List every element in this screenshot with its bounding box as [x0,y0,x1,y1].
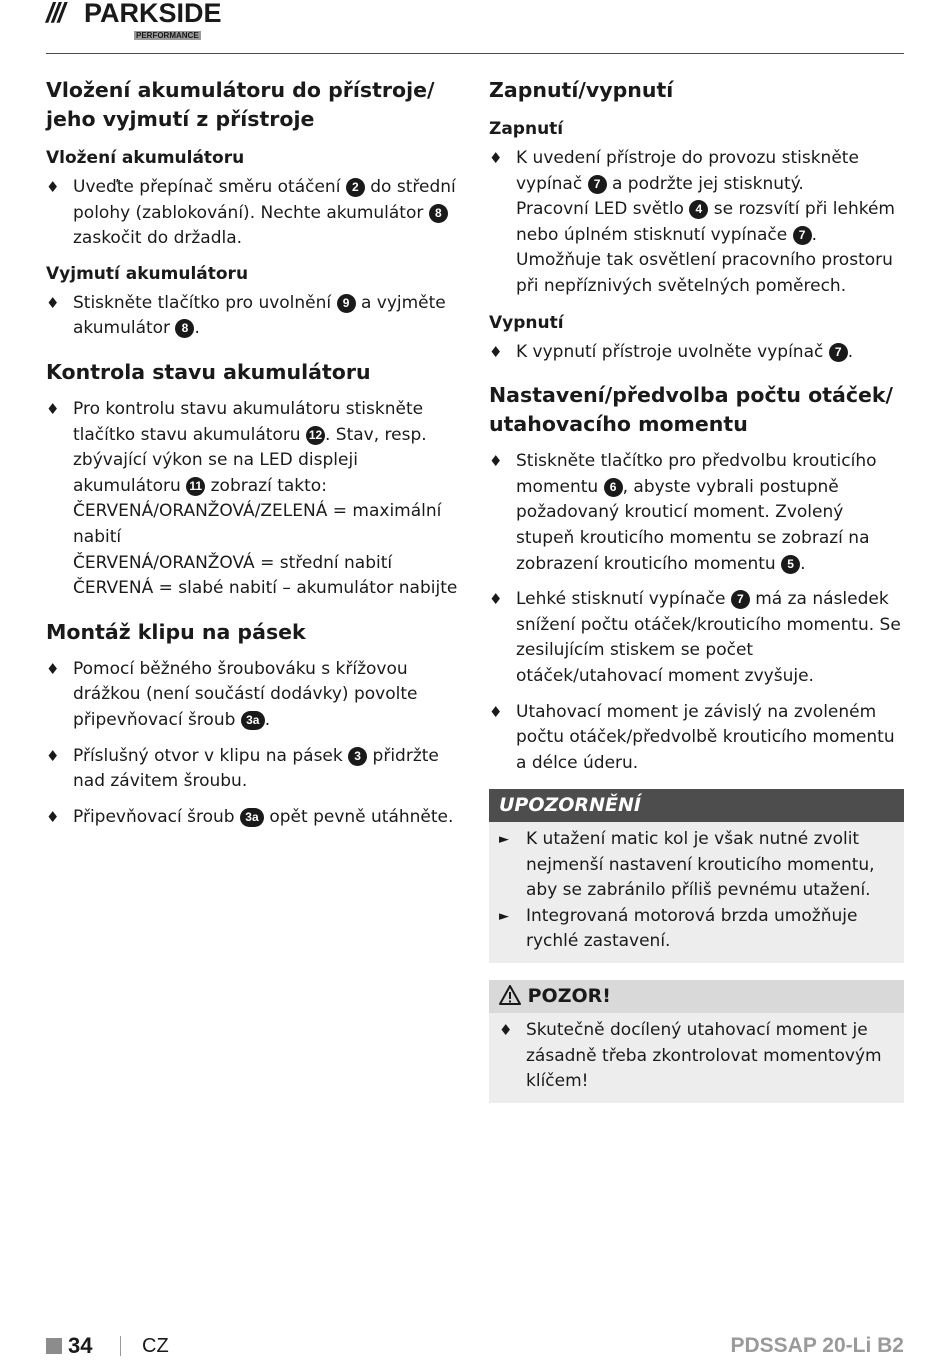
diamond-bullet-icon: ♦ [46,807,60,826]
led-info-line: Umožňuje tak osvětlení pracovního prostoru při nepříznivých světelných poměrech. [516,250,893,296]
warning-triangle-icon [499,985,521,1005]
section-title-battery-insert: Vložení akumulátoru do přístroje/ jeho vyjmutí z přístroje [46,78,435,131]
diamond-bullet-icon: ♦ [489,149,503,167]
right-column [489,76,904,776]
page-marker-square [46,1338,62,1354]
warning-box [489,789,904,963]
diamond-bullet-icon: ♦ [46,293,60,312]
ref-number-badge: 7 [793,226,812,245]
list-item: ► K utažení matic kol je však nutné zvolit nejmenší nastavení krouticího momentu, aby se zabránilo příliš pevnému utažení. [499,829,875,901]
status-line-full: ČERVENÁ/ORANŽOVÁ/ZELENÁ = maximální nabití [73,501,442,547]
left-column [46,76,464,830]
subsection-insert-battery: Vložení akumulátoru [46,148,245,168]
ref-number-badge: 4 [689,200,708,219]
diamond-bullet-icon: ♦ [46,399,60,418]
list-item: ♦ Příslušný otvor v klipu na pásek 3 přidržte nad závitem šroubu. [46,745,439,792]
diamond-bullet-icon: ♦ [499,1021,513,1039]
list-item: ♦ Pomocí běžného šroubováku s křížovou drážkou (není součástí dodávky) povolte připevňovací šroub 3a . [46,658,418,730]
footer-separator [120,1336,121,1356]
diamond-bullet-icon: ♦ [46,178,60,196]
subsection-remove-battery: Vyjmutí akumulátoru [46,263,249,284]
caution-box [489,980,904,1103]
ref-number-badge: 11 [186,477,205,496]
section-title-belt-clip: Montáž klipu na pásek [46,619,306,644]
diamond-bullet-icon: ♦ [46,659,60,678]
page-number: 34 [68,1333,93,1358]
subsection-switch-on: Zapnutí [489,119,564,139]
model-name: PDSSAP 20-Li B2 [730,1334,904,1357]
ref-number-badge: 6 [604,478,623,497]
triangle-bullet-icon: ► [499,832,509,847]
section-title-speed-torque: Nastavení/předvolba počtu otáček/ utahovacího momentu [489,383,894,437]
logo-subline: PERFORMANCE [136,31,199,40]
list-item: ♦ Skutečně docílený utahovací moment je zásadně třeba zkontrolovat momentovým klíčem! [499,1020,882,1092]
list-item: ♦ Lehké stisknutí vypínače 7 má za následek snížení počtu otáček/krouticího momentu. Se zesilujícím stiskem se počet otáček/utahovací moment zvyšuje. [489,589,901,686]
subsection-switch-off: Vypnutí [489,312,564,333]
diamond-bullet-icon: ♦ [489,702,503,721]
diamond-bullet-icon: ♦ [46,746,60,765]
section-title-battery-status: Kontrola stavu akumulátoru [46,359,371,384]
caution-title: POZOR! [527,985,611,1007]
triangle-bullet-icon: ► [499,908,509,924]
caution-header [489,980,904,1013]
list-item: ♦ K vypnutí přístroje uvolněte vypínač 7 . [489,340,904,366]
section-title-on-off: Zapnutí/vypnutí [489,78,674,102]
status-line-low: ČERVENÁ = slabé nabití – akumulátor nabijte [73,578,458,599]
logo-brand-name: PARKSIDE [84,0,222,28]
list-item: ♦ K uvedení přístroje do provozu stiskněte vypínač 7 a podržte jej stisknutý. Pracovní LED světlo 4 se rozsvítí při lehkém nebo úplném stisknutí vypínače 7 . Umožňuje tak osvětlení pracovního prostoru při nepříznivých světelných poměrech. [489,146,904,300]
ref-number-badge: 8 [429,204,448,223]
logo-slashes: /// [46,0,64,28]
warning-title: UPOZORNĚNÍ [489,789,904,822]
ref-number-badge: 9 [337,294,356,313]
led-info-line: Pracovní LED světlo 4 se rozsvítí při lehkém nebo úplném stisknutí vypínače 7 . [516,199,895,245]
ref-number-badge: 12 [306,426,325,445]
ref-number-badge: 5 [781,555,800,574]
list-item: ♦ Stiskněte tlačítko pro uvolnění 9 a vyjměte akumulátor 8 . [46,292,446,339]
status-line-medium: ČERVENÁ/ORANŽOVÁ = střední nabití [73,552,393,573]
ref-number-badge: 7 [829,343,848,362]
list-item: ► Integrovaná motorová brzda umožňuje rychlé zastavení. [499,905,858,952]
diamond-bullet-icon: ♦ [489,590,503,609]
ref-number-badge: 7 [731,590,750,609]
list-item: ♦ Uveďte přepínač směru otáčení 2 do střední polohy (zablokování). Nechte akumulátor 8 zaskočit do držadla. [46,177,456,249]
list-item: ♦ Stiskněte tlačítko pro předvolbu krouticího momentu 6 , abyste vybrali postupně požadovaný krouticí moment. Zvolený stupeň krouticího momentu se zobrazí na zobrazení krouticího momentu 5 . [489,451,877,574]
ref-number-badge: 8 [175,319,194,338]
ref-number-badge: 3 [348,747,367,766]
language-code: CZ [142,1335,169,1357]
list-item: ♦ Připevňovací šroub 3a opět pevně utáhněte. [46,805,464,831]
ref-number-badge: 3a [240,808,264,827]
list-item: ♦ Pro kontrolu stavu akumulátoru stiskněte tlačítko stavu akumulátoru 12 . Stav, resp. zbývající výkon se na LED displeji akumulátoru 11 zobrazí takto: ČERVENÁ/ORANŽOVÁ/ZELENÁ = maximální nabití ČERVENÁ/ORANŽOVÁ = střední nabití ČERVENÁ = slabé nabití – akumulátor nabijte [46,397,464,602]
diamond-bullet-icon: ♦ [489,452,503,471]
ref-number-badge: 7 [588,175,607,194]
list-item: ♦ Utahovací moment je závislý na zvoleném počtu otáček/předvolbě krouticího momentu a délce úderu. [489,701,895,773]
ref-number-badge: 2 [346,178,365,197]
header-divider [46,53,904,54]
diamond-bullet-icon: ♦ [489,342,503,361]
ref-number-badge: 3a [241,711,265,730]
